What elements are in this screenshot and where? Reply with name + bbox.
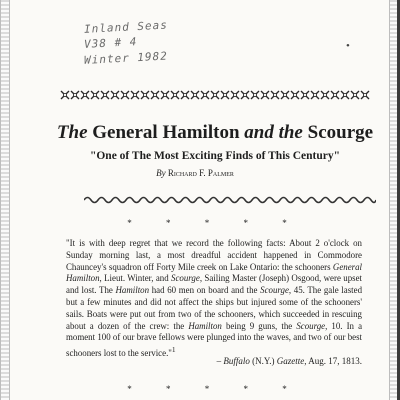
- title-and-the: and the: [244, 122, 303, 143]
- quote-text-6: being 9 guns, the: [221, 320, 297, 331]
- ship-name-scourge: Scourge: [171, 273, 200, 284]
- attribution-gazette: Gazette: [276, 356, 305, 366]
- quote-text-3: , Sailing Master (Joseph) Osgood, were upset and lost. The: [66, 273, 363, 296]
- quote-text-2: , Lieut. Winter, and: [99, 273, 172, 284]
- ship-name-hamilton: Hamilton: [188, 320, 222, 331]
- footnote-marker: 1: [171, 345, 176, 355]
- ship-name-hamilton: Hamilton: [115, 285, 150, 296]
- quote-text-7: , 10. In a moment 100 of our brave fellows were plunged into the waves, and two of our best schooners lost to the service.": [66, 320, 363, 359]
- quote-text-4: had 60 men on board and the: [149, 285, 261, 296]
- title-scourge: Scourge: [307, 122, 374, 143]
- decorative-border-pattern: [60, 90, 370, 100]
- opening-quote: [66, 238, 362, 360]
- title-general-hamilton: General Hamilton: [92, 122, 240, 143]
- handwritten-note-line-3: Winter 1982: [83, 49, 169, 67]
- title-word-the: The: [56, 122, 88, 143]
- handwritten-note-line-2: V38 # 4: [83, 35, 138, 51]
- attribution-paper-name: Buffalo: [223, 356, 250, 366]
- ship-name-scourge: Scourge: [260, 285, 289, 296]
- author-name: Richard F. Palmer: [167, 168, 234, 178]
- handwritten-note-line-1: Inland Seas: [83, 18, 169, 36]
- section-separator-top: * * * * *: [127, 218, 303, 228]
- byline-by: By: [156, 168, 166, 178]
- ship-name-scourge: Scourge: [296, 320, 326, 331]
- quote-text-1: "It is with deep regret that we record the following facts: About 2 o'clock on Sunday morning last, a most dreadful accident happened in Commodore Chauncey's squadron off Forty Mile creek on Lake Ontario: the schooners: [66, 238, 362, 272]
- wave-rule: [84, 194, 376, 206]
- article-title: [40, 122, 390, 144]
- attribution-dash: –: [216, 356, 224, 366]
- article-subtitle: "One of The Most Exciting Finds of This Century": [89, 150, 341, 162]
- ship-name-general-hamilton: General Hamilton: [66, 261, 362, 284]
- decorative-border: [60, 90, 370, 100]
- section-separator-bottom: * * * * *: [127, 384, 303, 394]
- byline: [40, 168, 350, 178]
- quote-attribution: [150, 356, 362, 366]
- spiral-binding-left: [0, 0, 10, 400]
- quote-text-5: , 45. The gale lasted but a few minutes and did not affect the ships but injured some of the schooners' sails. Boats were put out from two of the schooners, which succeeded in rescuing about a dozen of the crew: the: [66, 285, 363, 331]
- attribution-state: (N.Y.): [249, 356, 277, 366]
- margin-mark: •: [346, 40, 350, 52]
- attribution-date: , Aug. 17, 1813.: [304, 356, 362, 366]
